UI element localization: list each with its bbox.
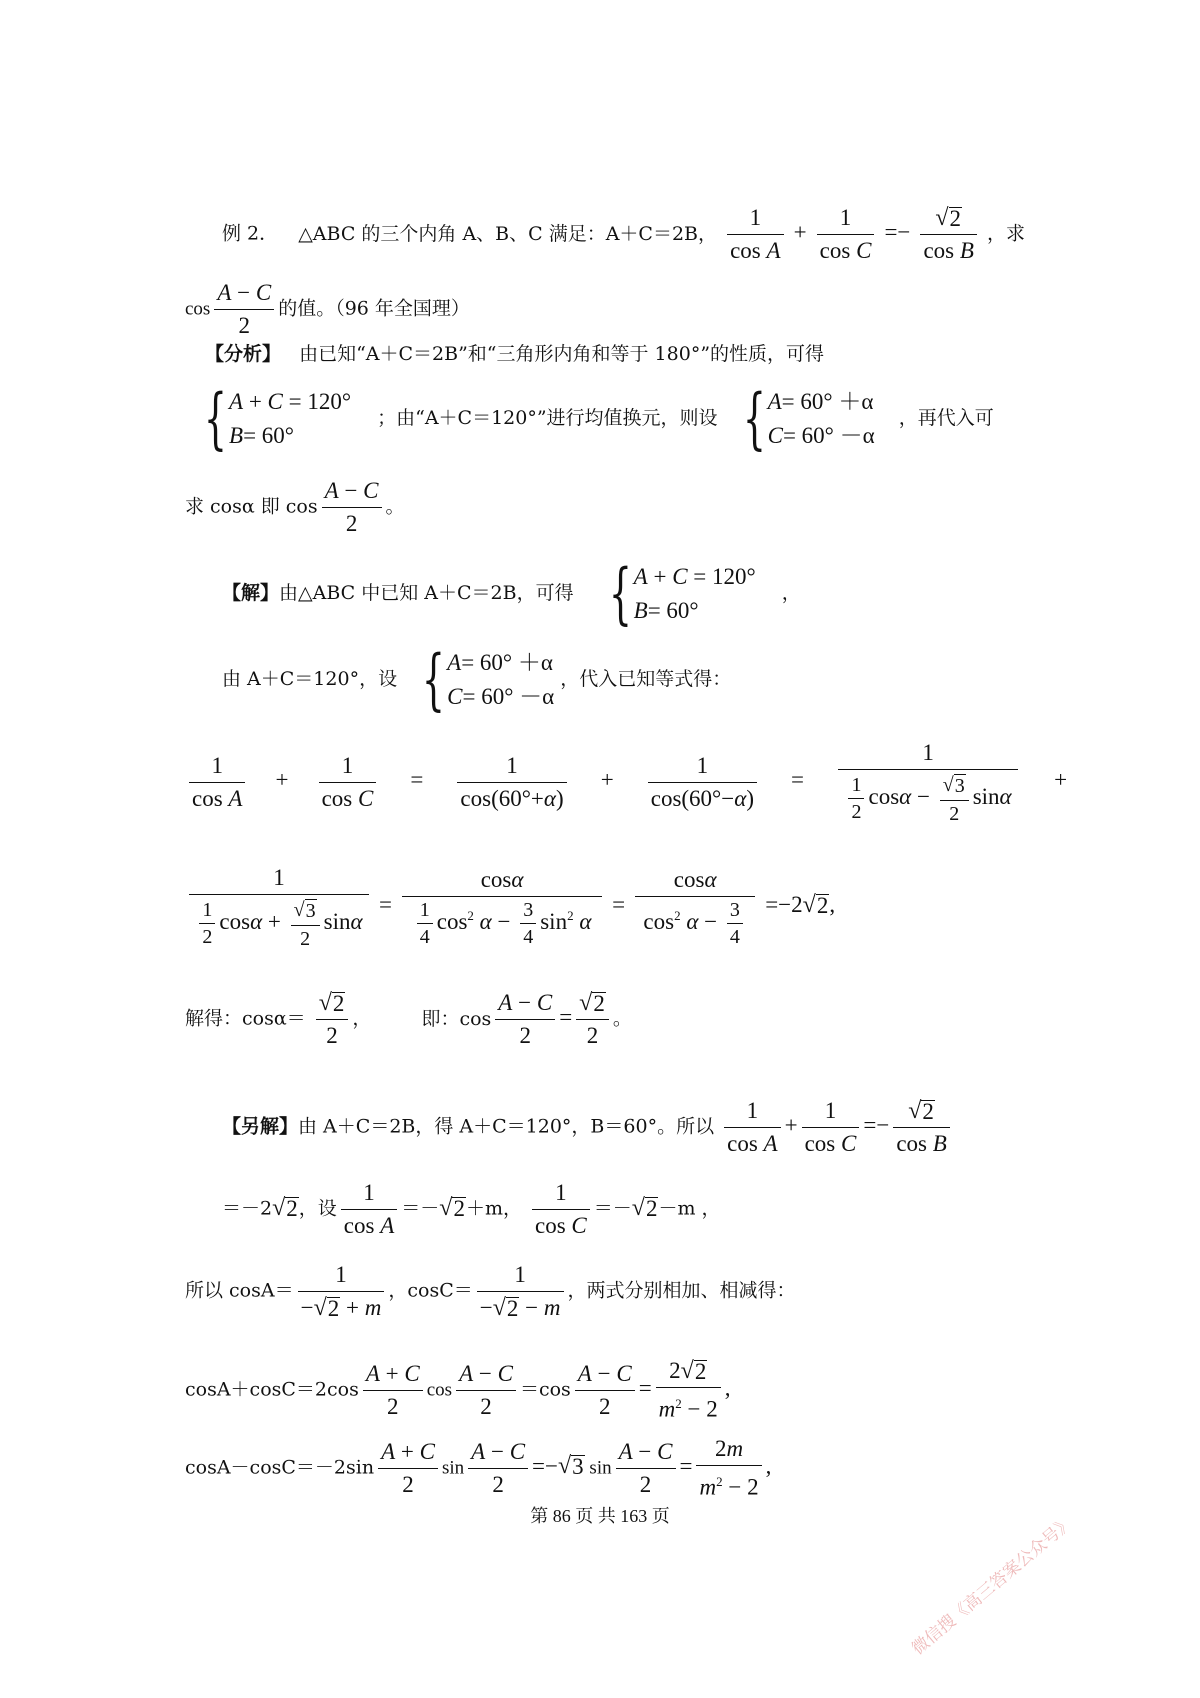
system-4: { A= 60° ＋α C= 60° －α [422, 641, 555, 718]
solution-text-3: 由 A＋C＝120°，设 [222, 668, 398, 690]
result-label: 解得：cosα＝ [185, 1007, 306, 1030]
analysis-text-5: 。 [385, 495, 405, 518]
analysis-text-1: 由已知“A＋C＝2B”和“三角形内角和等于 180°”的性质，可得 [299, 343, 825, 365]
example-text: △ABC 的三个内角 A、B、C 满足：A＋C＝2B， [298, 222, 718, 245]
fraction-1-over-cosC: $\frac{1}{\text{cos C}}$ [817, 205, 875, 264]
fraction: $\frac{A - C}{2}$ [456, 1361, 516, 1420]
fraction: $\frac{1}{\text{cos C}}$ [319, 753, 377, 812]
fraction: 1 − √ 2 + m [298, 1262, 385, 1321]
example-text-3: 的值。（96 年全国理） [278, 297, 470, 320]
example-label: 例 2． [222, 222, 279, 245]
fraction: cosα $\cos^2 \alpha$ − $\frac{3}{4}$ [635, 867, 755, 947]
fraction: 1 $\frac{1}{2}$ cosα + √ 3 2 sinα [189, 865, 369, 949]
result-sep: ， [352, 1007, 372, 1030]
alt-text-2: ＝－2 [222, 1197, 273, 1220]
fraction: 1 $\frac{1}{2}$ cosα − √ 3 2 sinα [838, 740, 1018, 824]
fraction-A-minus-C-over-2: $\frac{A - C}{2}$ [322, 478, 382, 537]
alt-text-4: ＝－ [401, 1197, 440, 1220]
system-1: { A + C = 120° B= 60° [203, 380, 352, 457]
alt-text-3: ，设 [298, 1197, 337, 1220]
alt-text-8: 所以 cosA＝ [185, 1279, 294, 1302]
alt-text-6: ＝－ [593, 1197, 632, 1220]
example-line-2: cos $\frac{A - C}{2}$ 的值。（96 年全国理） [185, 280, 470, 338]
system-3: { A + C = 120° B= 60° [608, 555, 756, 632]
solution-label: 【解】 [222, 582, 280, 604]
equation-line-1: $\frac{1}{\text{cos A}}$ + $\frac{1}{\text{cos C}}$ = $\frac{1}{\cos(60^\circ+\alpha)}$ + $\frac{1}{\cos(60^\circ-\alpha)}$ = 1 $\frac{1}{2}$ cosα − √ 3 2 sinα + [185, 740, 1067, 824]
fraction: $\frac{1}{\text{cos A}}$ [189, 753, 245, 812]
alt-text-1: 由 A＋C＝2B，得 A＋C＝120°，B＝60°。所以 [298, 1115, 715, 1138]
analysis-label: 【分析】 [205, 343, 282, 365]
alt-line-2: ＝－2 √ 2 ，设 $\frac{1}{\text{cos A}}$ ＝－ √ 2 ＋m， $\frac{1}{\text{cos C}}$ ＝－ √ 2 －m ， [222, 1180, 721, 1238]
fraction: $\frac{2m}{m^2 - 2}$ [696, 1436, 761, 1501]
system-2: { A= 60° ＋α C= 60° －α [742, 380, 875, 457]
fraction: $\frac{1}{\text{cos A}}$ [341, 1180, 397, 1239]
fraction: $\frac{A + C}{2}$ [363, 1361, 423, 1420]
equation-line-2: 1 $\frac{1}{2}$ cosα + √ 3 2 sinα = cosα $\frac{1}{4}$ $\cos^2 \alpha$ − $\frac{3}{4}$ $\sin^2 \alpha$ = cosα $\cos^2 \alpha$ − $\frac{3}{4}$ =−2 √ 2 , [185, 865, 835, 949]
analysis-text-4: 求 cosα 即 cos [185, 495, 318, 518]
solution-line-1 [222, 555, 801, 632]
fraction: $\frac{A - C}{2}$ [575, 1361, 635, 1420]
fraction: $\frac{A - C}{2}$ [616, 1439, 676, 1498]
solution-text-4: ，代入已知等式得： [560, 668, 732, 690]
result-label-2: 即：cos [421, 1007, 492, 1030]
page-footer: 第 86 页 共 163 页 [530, 1506, 670, 1526]
alt-line-3 [185, 1262, 796, 1321]
fraction-sqrt2-over-cosB: √ 2 cos B [920, 205, 976, 264]
fraction: $\frac{1}{\cos(60^\circ+\alpha)}$ [457, 753, 566, 812]
fraction: $\frac{A - C}{2}$ [495, 990, 555, 1049]
analysis-line-2 [185, 380, 994, 457]
fraction-A-minus-C-over-2: $\frac{A - C}{2}$ [214, 280, 274, 339]
fraction: √ 2 2 [316, 990, 349, 1049]
watermark: 微信搜《高三答案公众号》 [908, 1512, 1078, 1660]
example-text-2: ，求 [986, 222, 1025, 245]
alt-text-9: ，cosC＝ [388, 1279, 473, 1302]
result-line: 解得：cosα＝ √ 2 2 ， 即：cos $\frac{A - C}{2}$ = √ 2 2 。 [185, 990, 632, 1048]
fraction: $\frac{A + C}{2}$ [378, 1439, 438, 1498]
fraction: √ 2 cos B [893, 1098, 949, 1157]
example-line-1: 例 2． △ABC 的三个内角 A、B、C 满足：A＋C＝2B， $\frac{1}{\text{cos A}}$ + $\frac{1}{\text{cos C}}$ =− √ 2 cos B ，求 [222, 205, 1025, 263]
result-end: 。 [612, 1007, 632, 1030]
fraction: $\frac{1}{\cos(60^\circ-\alpha)}$ [648, 753, 757, 812]
analysis-text-2: ；由“A＋C＝120°”进行均值换元，则设 [377, 407, 718, 429]
fraction: √ 2 2 [576, 990, 609, 1049]
analysis-line-3 [185, 478, 405, 537]
alt-text-10: ，两式分别相加、相减得： [567, 1279, 796, 1302]
solution-text-2: ， [781, 582, 801, 604]
fraction: 1 − √ 2 − m [477, 1262, 564, 1321]
alt-text-5: ＋m， [465, 1197, 522, 1220]
analysis-line-1 [205, 342, 824, 366]
fraction-1-over-cosA: $\frac{1}{\text{cos A}}$ [727, 205, 783, 264]
alt-line-1: 【另解】由 A＋C＝2B，得 A＋C＝120°，B＝60°。所以 $\frac{1}{\text{cos A}}$ + $\frac{1}{\text{cos C}}$ =− √ 2 cos B [222, 1098, 954, 1157]
fraction: 2 √ 2 $m^2 - 2$ [656, 1358, 721, 1423]
solution-text-1: 由△ABC 中已知 A＋C＝2B，可得 [279, 582, 574, 604]
fraction: $\frac{1}{\text{cos C}}$ [532, 1180, 590, 1239]
fraction: $\frac{A - C}{2}$ [468, 1439, 528, 1498]
analysis-text-3: ，再代入可 [898, 407, 994, 429]
sum-lhs: cosA＋cosC＝2cos [185, 1378, 359, 1401]
alt-line-4: cosA＋cosC＝2cos $\frac{A + C}{2}$ cos $\frac{A - C}{2}$ ＝cos $\frac{A - C}{2}$ = 2 √ 2 $m^2 - 2$ , [185, 1358, 731, 1422]
fraction: $\frac{1}{\text{cos A}}$ [724, 1098, 780, 1157]
diff-lhs: cosA－cosC＝－2sin [185, 1456, 375, 1479]
solution-line-2 [222, 641, 732, 718]
alt-line-5: cosA－cosC＝－2sin $\frac{A + C}{2}$ sin $\frac{A - C}{2}$ =− √ 3 sin $\frac{A - C}{2}$ = $\frac{2m}{m^2 - 2}$ , [185, 1436, 772, 1500]
alt-label: 【另解】 [222, 1115, 299, 1138]
alt-text-7: －m ， [658, 1197, 721, 1220]
fraction: $\frac{1}{\text{cos C}}$ [802, 1098, 860, 1157]
fraction: cosα $\frac{1}{4}$ $\cos^2 \alpha$ − $\frac{3}{4}$ $\sin^2 \alpha$ [402, 867, 602, 947]
